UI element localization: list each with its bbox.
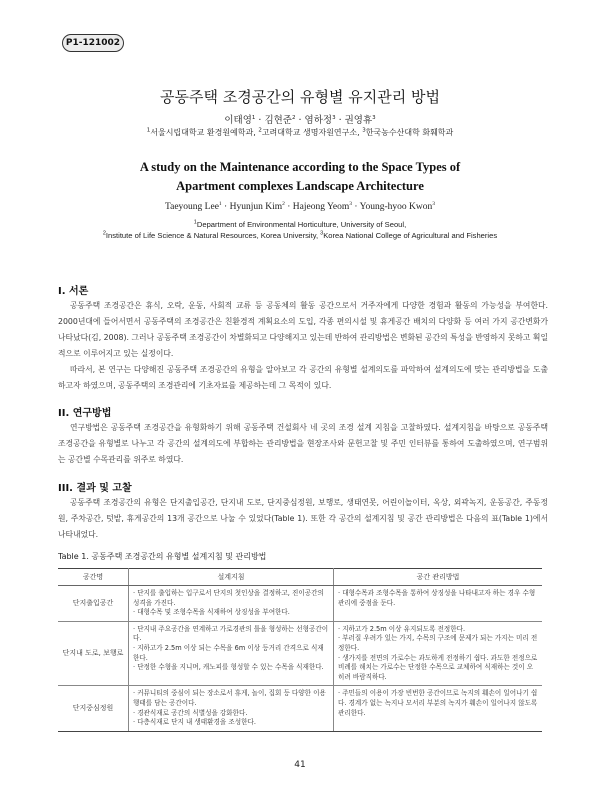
design-guide-table	[58, 568, 542, 732]
author: 김현준	[264, 115, 292, 126]
abstract-code-badge: P1-121002	[62, 34, 124, 52]
section-heading-introduction: I. 서론	[58, 286, 89, 297]
guide-cell: · 단지내 주요공간을 연계하고 가로경관의 틀을 형성하는 선형공간이다. · 지하고가 2.5m 이상 되는 수목을 6m 이상 등거리 간격으로 식재한다. · 단정한 수형을 지니며, 캐노피를 형성할 수 있는 수목을 식재한다.	[129, 621, 334, 686]
guide-cell: · 커뮤니티의 중심이 되는 장소로서 휴게, 놀이, 집회 등 다양한 이용행태를 담는 공간이다. · 경관식재로 공간의 식별성을 강화한다. · 다층식재로 단지 내 생태환경을 조성한다.	[129, 686, 334, 731]
author: 이태영	[224, 115, 252, 126]
table-header-row	[58, 569, 542, 586]
table-row	[58, 686, 542, 731]
page-number: 41	[294, 760, 306, 770]
korean-authors: 이태영$^1$ · 김현준$^2$ · 염하정$^3$ · 권영휴$^3$	[224, 114, 376, 126]
section-body-results: 공동주택 조경공간의 유형은 단지출입공간, 단지내 도로, 단지중심정원, 보행로, 생태연못, 어린이놀이터, 옥상, 외곽녹지, 운동공간, 주동정원, 주차공간, 텃밭, 휴게공간의 13개 공간으로 나눌 수 있었다(Table 1). 또한 각 공간의 설계지침 및 공간 관리방법은 다음의 표(Table 1)에서 나타내었다.	[58, 498, 548, 539]
section-body-introduction: 공동주택 조경공간은 휴식, 오락, 운동, 사회적 교류 등 공동체의 활동 공간으로서 거주자에게 다양한 경험과 활동의 가능성을 부여한다. 2000년대에 들어서면서 공동주택의 조경공간은 친환경적 계획요소의 도입, 각종 편의시설 및 휴게공간 배치의 다양화 등 여러 가지 공간변화가 나타났다(김, 2008). 그러나 공동주택 조경공간이 차별화되고 다양해지고 있는데 반하여 관리방법은 변화된 공간의 특성을 반영하지 못하고 획일적으로 이루어지고 있는 실정이다. 따라서, 본 연구는 다양해진 공동주택 조경공간의 유형을 알아보고 각 공간의 유형별 설계의도를 파악하여 설계의도에 맞는 관리방법을 도출하고자 하였으며, 공동주택의 조경관리에 기초자료를 제공하는데 그 목적이 있다.	[58, 301, 548, 390]
table-header-cell: 공간명	[58, 569, 129, 586]
section-heading-methods: II. 연구방법	[58, 408, 112, 419]
author: 권영휴	[344, 115, 373, 126]
table-row	[58, 586, 542, 622]
korean-affiliations: $^1$서울시립대학교 환경원예학과, $^2$고려대학교 생명자원연구소, $^3$한국농수산대학 화훼학과	[146, 127, 454, 137]
english-title: A study on the Maintenance according to the Space Types of Apartment complexes Landscape Architecture	[139, 160, 461, 193]
guide-cell: · 단지를 출입하는 입구로서 단지의 첫인상을 결정하고, 진이공간의 성격을 가진다. · 대형수목 및 조형수목을 식재하여 상징성을 부여한다.	[129, 586, 334, 622]
manage-cell: · 대형수목과 조형수목을 통하여 상징성을 나타내고자 하는 경우 수형 관리에 중점을 둔다.	[334, 586, 543, 622]
manage-cell: · 주민들의 이용이 가장 빈번한 공간이므로 녹지의 훼손이 일어나기 쉽다. 경계가 없는 녹지나 모서리 부분의 녹지가 훼손이 일어나지 않도록 관리한다.	[334, 686, 543, 731]
table-header-cell: 설계지침	[129, 569, 334, 586]
table-header-cell: 공간 관리방법	[334, 569, 543, 586]
english-affiliations: $^1$Department of Environmental Horticulture, University of Seoul, $^2$Institute of Life Science & Natural Resources, Korea University, $^3$Korea National College of Agricultural and Fisheries	[102, 219, 498, 240]
table-caption: Table 1. 공동주택 조경공간의 유형별 설계지침 및 관리방법	[58, 552, 267, 561]
section-heading-results: III. 결과 및 고찰	[58, 483, 132, 494]
table-row	[58, 621, 542, 686]
author: 염하정	[304, 115, 333, 126]
korean-title: 공동주택 조경공간의 유형별 유지관리 방법	[160, 88, 440, 106]
space-name-cell: 단지내 도로, 보행로	[58, 621, 129, 686]
english-authors: Taeyoung Lee$^1$ · Hyunjun Kim$^2$ · Hajeong Yeom$^3$ · Young-hyoo Kwon$^3$	[164, 200, 435, 212]
space-name-cell: 단지중심정원	[58, 686, 129, 731]
section-body-methods: 연구방법은 공동주택 조경공간을 유형화하기 위해 공동주택 건설회사 네 곳의 조경 설계 지침을 고찰하였다. 설계지침을 바탕으로 공동주택 조경공간을 유형별로 나누고 각 공간의 설계의도에 부합하는 관리방법을 현장조사와 문헌고찰 및 주민 인터뷰를 통하여 도출하였으며, 연구범위는 공간별 수목관리를 위주로 하였다.	[58, 423, 548, 464]
space-name-cell: 단지출입공간	[58, 586, 129, 622]
manage-cell: · 지하고가 2.5m 이상 유지되도록 전정한다. · 부러질 우려가 있는 가지, 수목의 구조에 문제가 되는 가지는 미리 전정한다. · 생가지를 전면의 가로수는 과도하게 전정하기 쉽다. 과도한 전정으로 비례를 해치는 가로수는 단정한 수목으로 교체하여 식재하는 것이 오히려 바람직하다.	[334, 621, 543, 686]
